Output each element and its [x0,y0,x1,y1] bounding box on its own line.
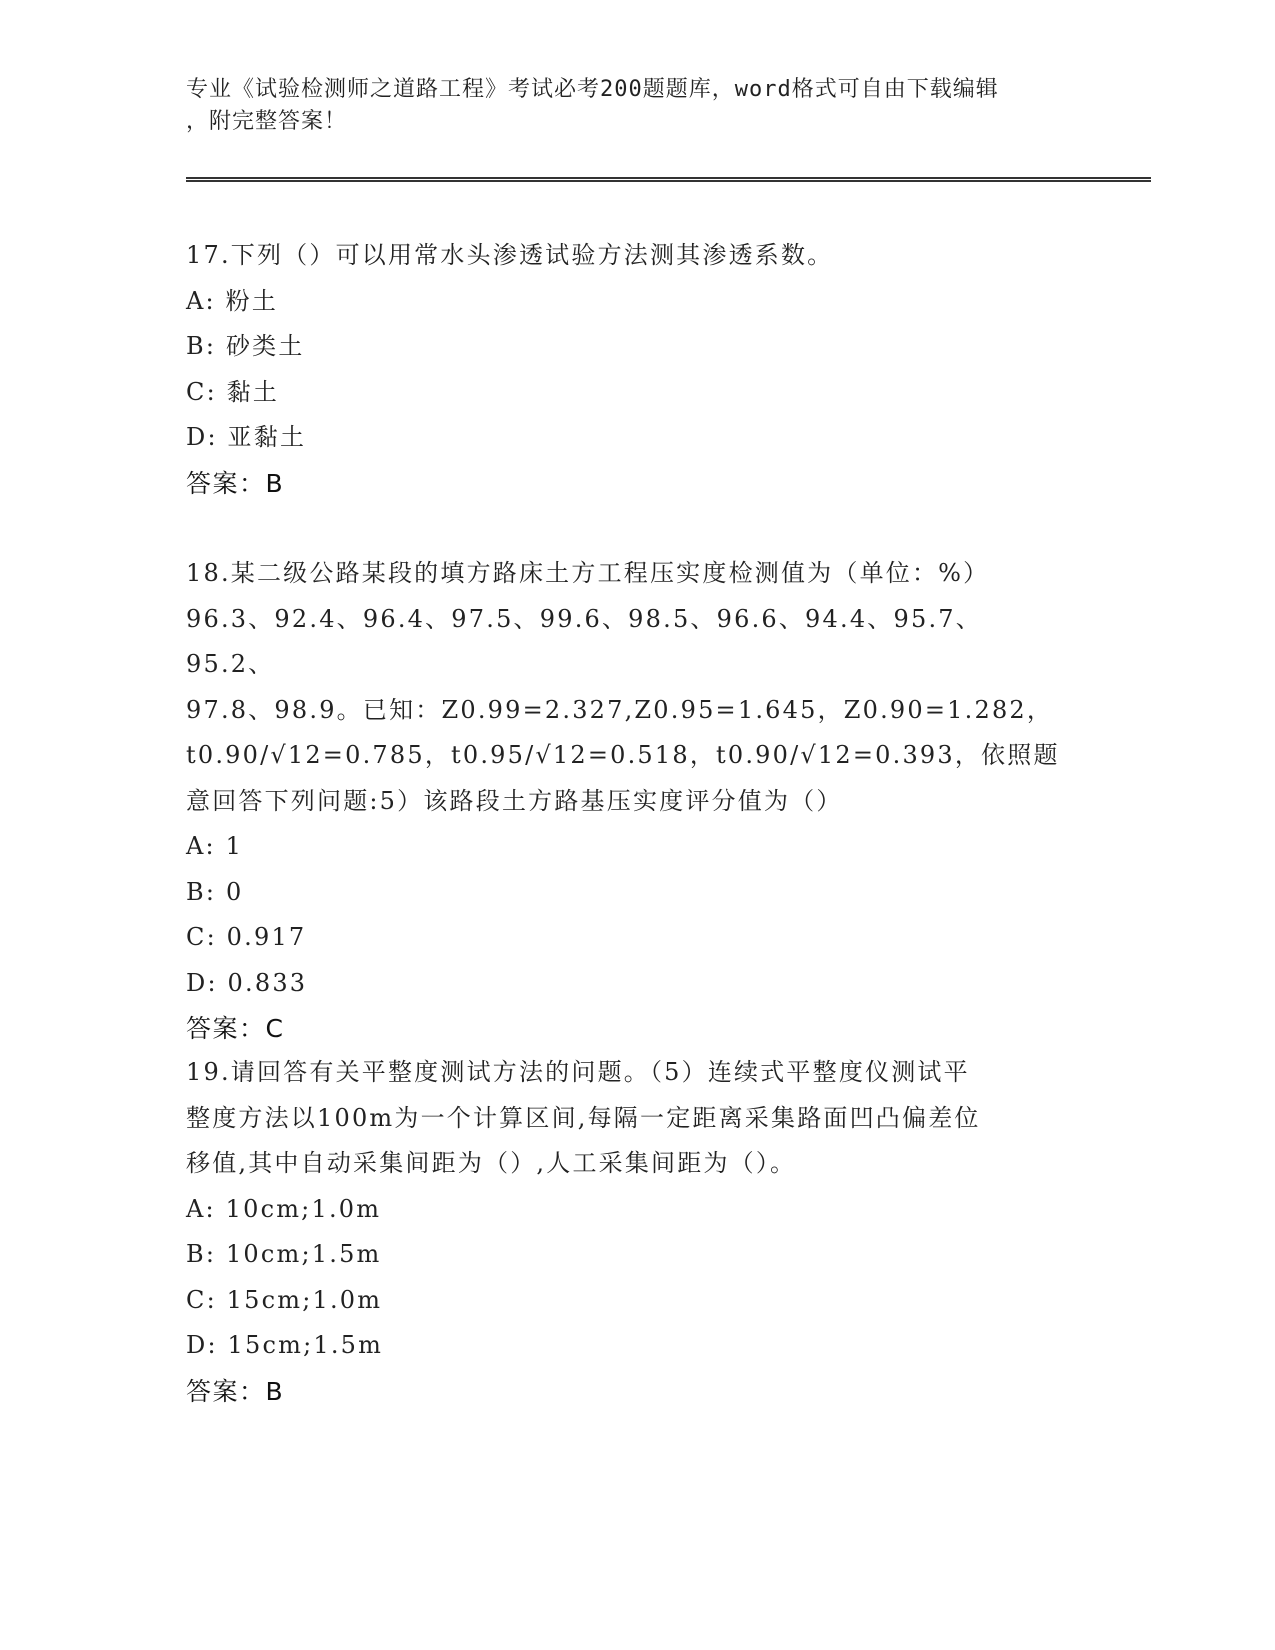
option-c: C: 黏土 [186,377,280,406]
option-c: C: 0.917 [186,923,307,951]
question-stem-line: 17.下列（）可以用常水头渗透试验方法测其渗透系数。 [186,241,834,269]
option-d: D: 15cm;1.5m [186,1331,384,1359]
question-stem-line: 移值,其中自动采集间距为（）,人工采集间距为（）。 [186,1149,797,1177]
option-d: D: 亚黏土 [186,423,307,451]
answer-label: 答案：C [186,1014,285,1043]
option-c: C: 15cm;1.0m [186,1285,383,1314]
header-line-1: 专业《试验检测师之道路工程》考试必考200题题库，word格式可自由下载编辑 [186,77,999,102]
header-divider [186,177,1151,182]
question-stem-line: 意回答下列问题:5）该路段土方路基压实度评分值为（） [186,786,843,815]
question-19 [186,1050,1066,1414]
option-b: B: 0 [186,877,244,906]
question-stem-line: 96.3、92.4、96.4、97.5、99.6、98.5、96.6、94.4、95.7、95.2、 [186,604,982,678]
answer-label: 答案：B [186,468,285,498]
question-stem-line: 97.8、98.9。已知：Z0.99=2.327,Z0.95=1.645，Z0.90=1.282， [186,695,1054,724]
question-stem-line: 19.请回答有关平整度测试方法的问题。（5）连续式平整度仪测试平 [186,1058,970,1086]
option-a: A: 1 [186,832,244,860]
option-b: B: 砂类土 [186,332,305,360]
option-b: B: 10cm;1.5m [186,1240,382,1268]
question-stem-line: t0.90/√12=0.785，t0.95/√12=0.518，t0.90/√12=0.393，依照题 [186,741,1060,769]
option-d: D: 0.833 [186,968,308,997]
document-header [186,74,1066,138]
option-a: A: 10cm;1.0m [186,1194,382,1223]
option-a: A: 粉土 [186,286,279,315]
question-17 [186,233,1066,506]
question-stem-line: 整度方法以100m为一个计算区间,每隔一定距离采集路面凹凸偏差位 [186,1103,981,1132]
question-18 [186,551,1066,1052]
question-stem-line: 18.某二级公路某段的填方路床土方工程压实度检测值为（单位：%） [186,559,990,587]
header-line-2: ，附完整答案！ [186,109,348,134]
answer-label: 答案：B [186,1376,285,1406]
